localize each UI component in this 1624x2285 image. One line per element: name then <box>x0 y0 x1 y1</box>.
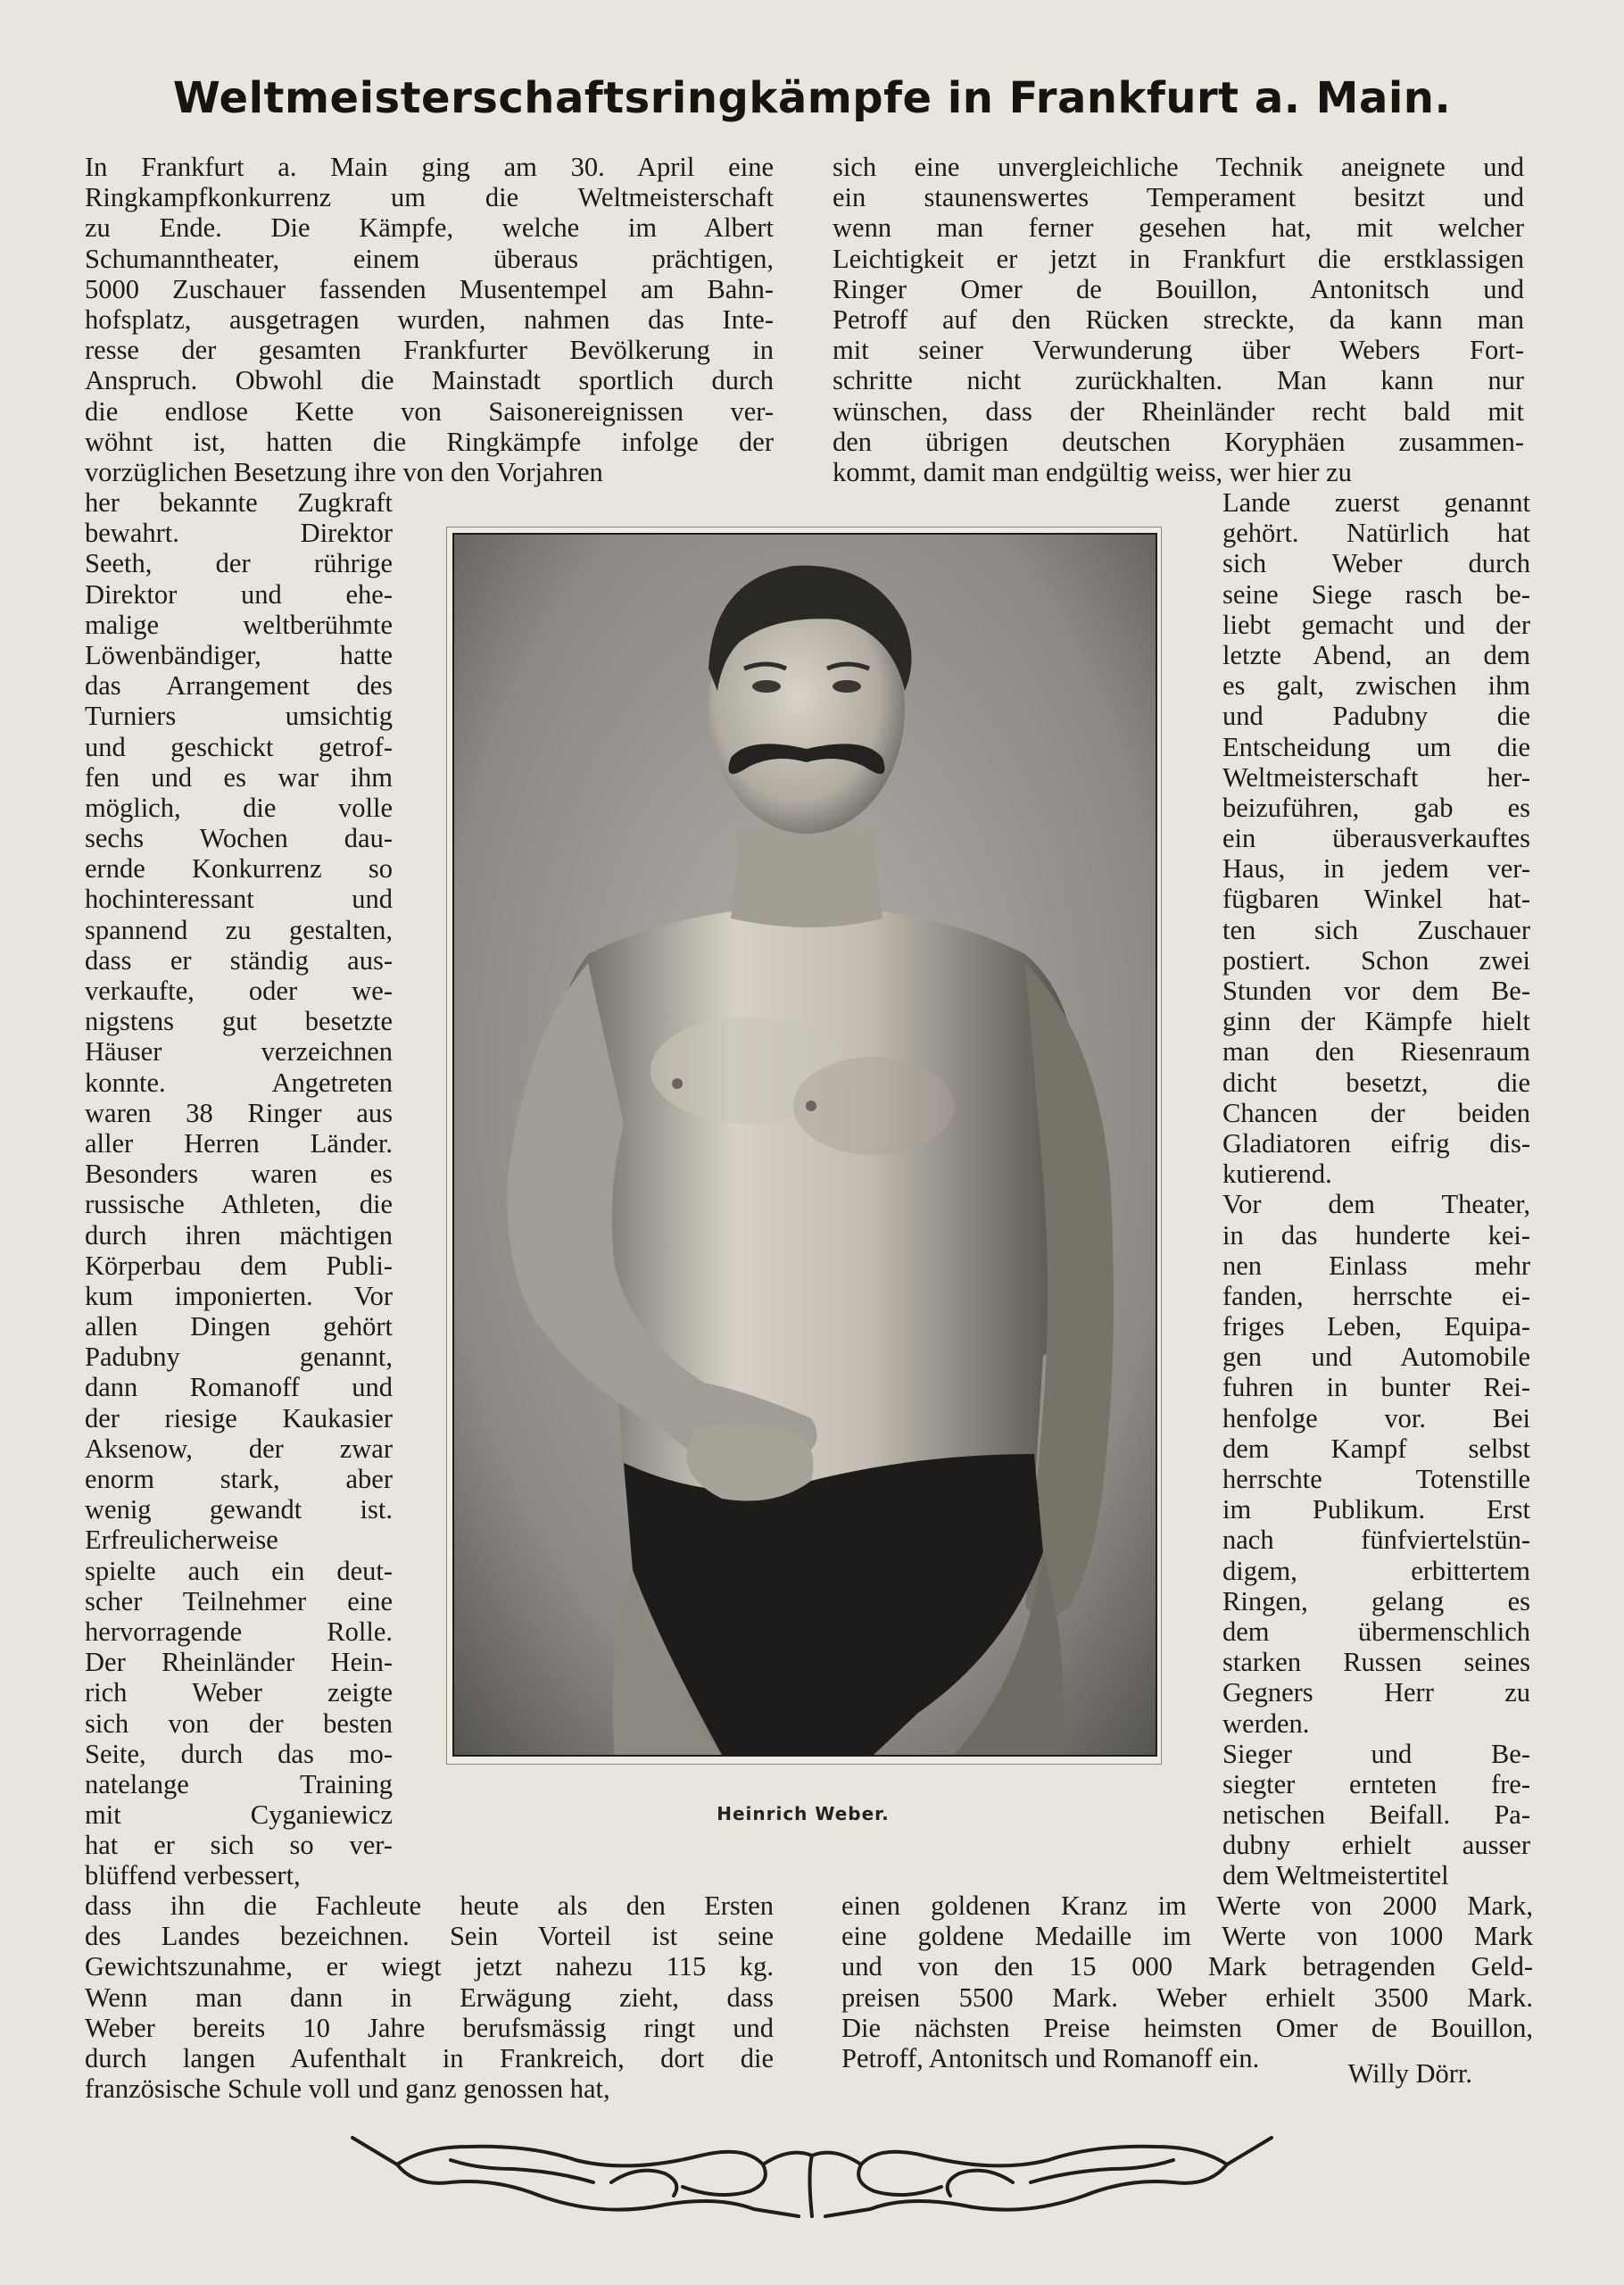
text-line: herrschte Totenstille <box>1222 1464 1530 1494</box>
text-line: nach fünfviertelstün- <box>1222 1525 1530 1556</box>
text-line: wöhnt ist, hatten die Ringkämpfe infolge der <box>85 426 774 457</box>
text-line: malige weltberühmte <box>85 609 393 640</box>
text-line: wenn man ferner gesehen hat, mit welcher <box>833 212 1524 244</box>
photo-frame <box>446 527 1162 1765</box>
text-line: starken Russen seines <box>1222 1647 1530 1678</box>
text-line: waren 38 Ringer aus <box>85 1097 393 1128</box>
text-line: kutierend. <box>1222 1159 1332 1190</box>
text-line: der riesige Kaukasier <box>85 1402 393 1433</box>
text-line: Seeth, der rührige <box>85 548 393 579</box>
text-line: Padubny genannt, <box>85 1342 393 1373</box>
text-line: rich Weber zeigte <box>85 1677 393 1708</box>
text-line: nen Einlass mehr <box>1222 1250 1530 1281</box>
text-line: Weber bereits 10 Jahre berufsmässig ringt und <box>85 2012 774 2043</box>
text-line: und Padubny die <box>1222 701 1530 732</box>
text-line: dass ihn die Fachleute heute als den Ersten <box>85 1890 774 1921</box>
text-line: mit Cyganiewicz <box>85 1799 393 1831</box>
text-line: natelange Training <box>85 1768 393 1799</box>
text-line: im Publikum. Erst <box>1222 1494 1530 1525</box>
text-line: Gewichtszunahme, er wiegt jetzt nahezu 115 kg. <box>85 1951 774 1982</box>
text-line: wünschen, dass der Rheinländer recht bald mit <box>833 395 1524 427</box>
text-line: ginn der Kämpfe hielt <box>1222 1006 1530 1037</box>
article-title: Weltmeisterschaftsringkämpfe in Frankfurt a. Main. <box>172 73 1452 123</box>
text-line: Petroff, Antonitsch und Romanoff ein. <box>841 2042 1260 2073</box>
text-line: 5000 Zuschauer fassenden Musentempel am Bahn- <box>85 273 774 304</box>
text-line: Löwenbändiger, hatte <box>85 639 393 670</box>
text-line: und von den 15 000 Mark betragenden Geld- <box>841 1951 1533 1982</box>
text-line: ten sich Zuschauer <box>1222 914 1530 945</box>
text-line: gen und Automobile <box>1222 1342 1530 1373</box>
text-line: siegter ernteten fre- <box>1222 1768 1530 1799</box>
text-line: seine Siege rasch be- <box>1222 578 1530 610</box>
text-line: Aksenow, der zwar <box>85 1433 393 1464</box>
text-line: des Landes bezeichnen. Sein Vorteil ist seine <box>85 1921 774 1952</box>
text-line: preisen 5500 Mark. Weber erhielt 3500 Mark. <box>841 1982 1533 2013</box>
text-line: Körperbau dem Publi- <box>85 1250 393 1281</box>
text-line: Lande zuerst genannt <box>1222 487 1530 518</box>
text-line: gehört. Natürlich hat <box>1222 518 1530 549</box>
text-line: Entscheidung um die <box>1222 731 1530 762</box>
text-line: liebt gemacht und der <box>1222 609 1530 640</box>
text-line: fen und es war ihm <box>85 761 393 793</box>
text-line: ernde Konkurrenz so <box>85 853 393 885</box>
text-line: Häuser verzeichnen <box>85 1036 393 1068</box>
text-line: durch langen Aufenthalt in Frankreich, dort die <box>85 2042 774 2073</box>
left-column-narrow <box>85 487 393 1891</box>
left-column-top <box>85 152 774 487</box>
text-line: digem, erbittertem <box>1222 1555 1530 1586</box>
text-line: Wenn man dann in Erwägung zieht, dass <box>85 1982 774 2013</box>
text-line: dicht besetzt, die <box>1222 1067 1530 1098</box>
text-line: sechs Wochen dau- <box>85 823 393 854</box>
text-line: durch ihren mächtigen <box>85 1219 393 1251</box>
text-line: Seite, durch das mo- <box>85 1738 393 1769</box>
text-line: verkaufte, oder we- <box>85 976 393 1006</box>
right-column-narrow <box>1222 487 1530 1891</box>
decorative-ornament <box>344 2120 1280 2227</box>
text-line: Anspruch. Obwohl die Mainstadt sportlich durch <box>85 365 774 396</box>
text-line: spannend zu gestalten, <box>85 914 393 945</box>
text-line: bewahrt. Direktor <box>85 518 393 549</box>
text-line: her bekannte Zugkraft <box>85 487 393 518</box>
text-line: die endlose Kette von Saisonereignissen ver- <box>85 395 774 427</box>
text-line: fügbaren Winkel hat- <box>1222 884 1530 915</box>
text-line: Sieger und Be- <box>1222 1738 1530 1769</box>
text-line: den übrigen deutschen Koryphäen zusammen- <box>833 426 1524 457</box>
text-line: Petroff auf den Rücken streckte, da kann man <box>833 303 1524 335</box>
text-line: friges Leben, Equipa- <box>1222 1311 1530 1342</box>
text-line: scher Teilnehmer eine <box>85 1585 393 1616</box>
text-line: einen goldenen Kranz im Werte von 2000 Mark, <box>841 1890 1533 1921</box>
text-line: Ringen, gelang es <box>1222 1585 1530 1616</box>
text-line: kum imponierten. Vor <box>85 1280 393 1311</box>
text-line: Die nächsten Preise heimsten Omer de Bouillon, <box>841 2012 1533 2043</box>
right-column-top <box>833 152 1524 487</box>
text-line: allen Dingen gehört <box>85 1311 393 1342</box>
text-line: dem übermenschlich <box>1222 1616 1530 1647</box>
text-line: das Arrangement des <box>85 670 393 702</box>
text-line: hervorragende Rolle. <box>85 1616 393 1647</box>
wrestler-photo <box>452 533 1157 1757</box>
text-line: resse der gesamten Frankfurter Bevölkerung in <box>85 335 774 366</box>
text-line: letzte Abend, an dem <box>1222 639 1530 670</box>
photo-caption: Heinrich Weber. <box>717 1803 890 1824</box>
text-line: sich eine unvergleichliche Technik aneignete und <box>833 152 1524 182</box>
text-line: kommt, damit man endgültig weiss, wer hier zu <box>833 456 1352 487</box>
text-line: postiert. Schon zwei <box>1222 944 1530 976</box>
text-line: Haus, in jedem ver- <box>1222 853 1530 885</box>
text-line: in das hunderte kei- <box>1222 1219 1530 1251</box>
text-line: Direktor und ehe- <box>85 578 393 610</box>
text-line: dass er ständig aus- <box>85 944 393 976</box>
text-line: Leichtigkeit er jetzt in Frankfurt die erstklassigen <box>833 243 1524 274</box>
text-line: Ringer Omer de Bouillon, Antonitsch und <box>833 273 1524 304</box>
text-line: eine goldene Medaille im Werte von 1000 Mark <box>841 1921 1533 1952</box>
text-line: Schumanntheater, einem überaus prächtigen, <box>85 243 774 274</box>
text-line: fuhren in bunter Rei- <box>1222 1372 1530 1403</box>
right-column-bottom <box>841 1890 1533 2073</box>
text-line: dubny erhielt ausser <box>1222 1830 1530 1861</box>
text-line: enorm stark, aber <box>85 1464 393 1494</box>
text-line: spielte auch ein deut- <box>85 1555 393 1586</box>
text-line: Besonders waren es <box>85 1159 393 1190</box>
text-line: Chancen der beiden <box>1222 1097 1530 1128</box>
text-line: wenig gewandt ist. <box>85 1494 393 1525</box>
text-line: nigstens gut besetzte <box>85 1006 393 1037</box>
text-line: zu Ende. Die Kämpfe, welche im Albert <box>85 212 774 244</box>
text-line: In Frankfurt a. Main ging am 30. April eine <box>85 152 774 182</box>
text-line: Weltmeisterschaft her- <box>1222 761 1530 793</box>
text-line: aller Herren Länder. <box>85 1127 393 1159</box>
text-line: Gladiatoren eifrig dis- <box>1222 1127 1530 1159</box>
author-signature <box>1160 2058 1472 2089</box>
text-line: hofsplatz, ausgetragen wurden, nahmen das Inte- <box>85 303 774 335</box>
text-line: und geschickt getrof- <box>85 731 393 762</box>
text-line: sich Weber durch <box>1222 548 1530 579</box>
text-line: ein staunenswertes Temperament besitzt und <box>833 182 1524 213</box>
text-line: Der Rheinländer Hein- <box>85 1647 393 1678</box>
text-line: blüffend verbessert, <box>85 1860 301 1891</box>
text-line: werden. <box>1222 1708 1310 1739</box>
text-line: mit seiner Verwunderung über Webers Fort- <box>833 335 1524 366</box>
text-line: Erfreulicherweise <box>85 1525 278 1556</box>
text-line: vorzüglichen Besetzung ihre von den Vorjahren <box>85 456 603 487</box>
text-line: schritte nicht zurückhalten. Man kann nur <box>833 365 1524 396</box>
text-line: Ringkampfkonkurrenz um die Weltmeisterschaft <box>85 182 774 213</box>
text-line: ein überausverkauftes <box>1222 823 1530 854</box>
text-line: russische Athleten, die <box>85 1189 393 1220</box>
signature-text: Willy Dörr. <box>1347 2058 1472 2089</box>
text-line: netischen Beifall. Pa- <box>1222 1799 1530 1831</box>
text-line: man den Riesenraum <box>1222 1036 1530 1068</box>
text-line: beizuführen, gab es <box>1222 792 1530 823</box>
text-line: Gegners Herr zu <box>1222 1677 1530 1708</box>
text-line: sich von der besten <box>85 1708 393 1739</box>
text-line: Stunden vor dem Be- <box>1222 976 1530 1006</box>
left-column-bottom <box>85 1890 774 2104</box>
text-line: fanden, herrschte ei- <box>1222 1280 1530 1311</box>
text-line: hat er sich so ver- <box>85 1830 393 1861</box>
text-line: henfolge vor. Bei <box>1222 1402 1530 1433</box>
text-line: hochinteressant und <box>85 884 393 915</box>
text-line: dem Weltmeistertitel <box>1222 1860 1449 1891</box>
text-line: dann Romanoff und <box>85 1372 393 1403</box>
text-line: dem Kampf selbst <box>1222 1433 1530 1464</box>
text-line: möglich, die volle <box>85 792 393 823</box>
text-line: es galt, zwischen ihm <box>1222 670 1530 702</box>
text-line: Vor dem Theater, <box>1222 1189 1530 1220</box>
text-line: französische Schule voll und ganz genossen hat, <box>85 2073 610 2105</box>
text-line: Turniers umsichtig <box>85 701 393 732</box>
text-line: konnte. Angetreten <box>85 1067 393 1098</box>
